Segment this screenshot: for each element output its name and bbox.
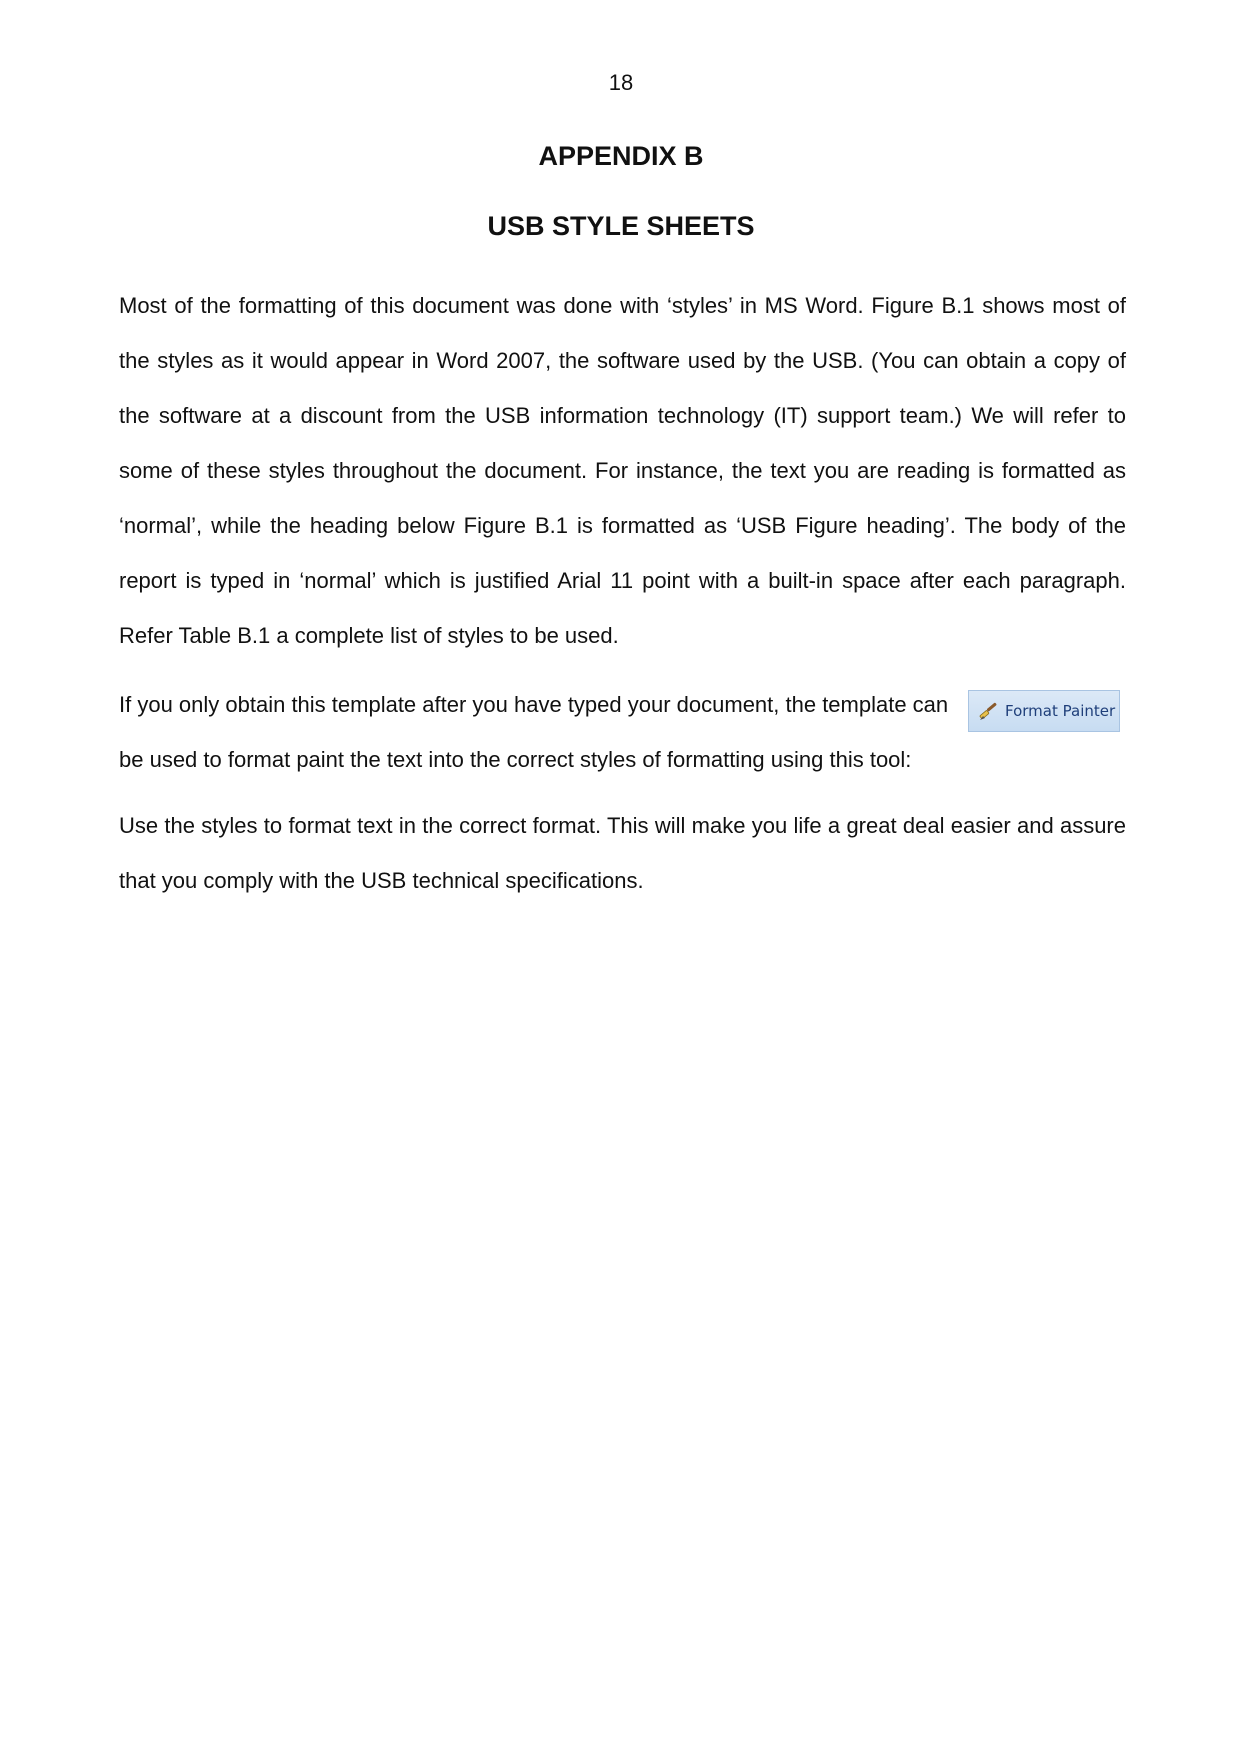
paintbrush-icon xyxy=(977,699,1001,723)
page-number: 18 xyxy=(608,70,634,95)
body-paragraph-closing: Use the styles to format text in the correct format. This will make you life a great deal easier and assure that you comply with the USB technical specifications. xyxy=(119,813,1126,893)
format-painter-button[interactable] xyxy=(968,690,1120,732)
body-paragraph-template: If you only obtain this template after you have typed your document, the template can be used to format paint the text into the correct styles of formatting using this tool: xyxy=(119,692,949,772)
appendix-title: APPENDIX B xyxy=(538,141,704,171)
body-paragraph-styles: Most of the formatting of this document was done with ‘styles’ in MS Word. Figure B.1 shows most of the styles as it would appear in Word 2007, the software used by the USB. (You can obtain a copy of the software at a discount from the USB information technology (IT) support team.) We will refer to some of these styles throughout the document. For instance, the text you are reading is formatted as ‘normal’, while the heading below Figure B.1 is formatted as ‘USB Figure heading’. The body of the report is typed in ‘normal’ which is justified Arial 11 point with a built-in space after each paragraph. Refer Table B.1 a complete list of styles to be used. xyxy=(119,293,1126,648)
format-painter-label: Format Painter xyxy=(1005,702,1116,720)
section-title: USB STYLE SHEETS xyxy=(487,211,755,241)
